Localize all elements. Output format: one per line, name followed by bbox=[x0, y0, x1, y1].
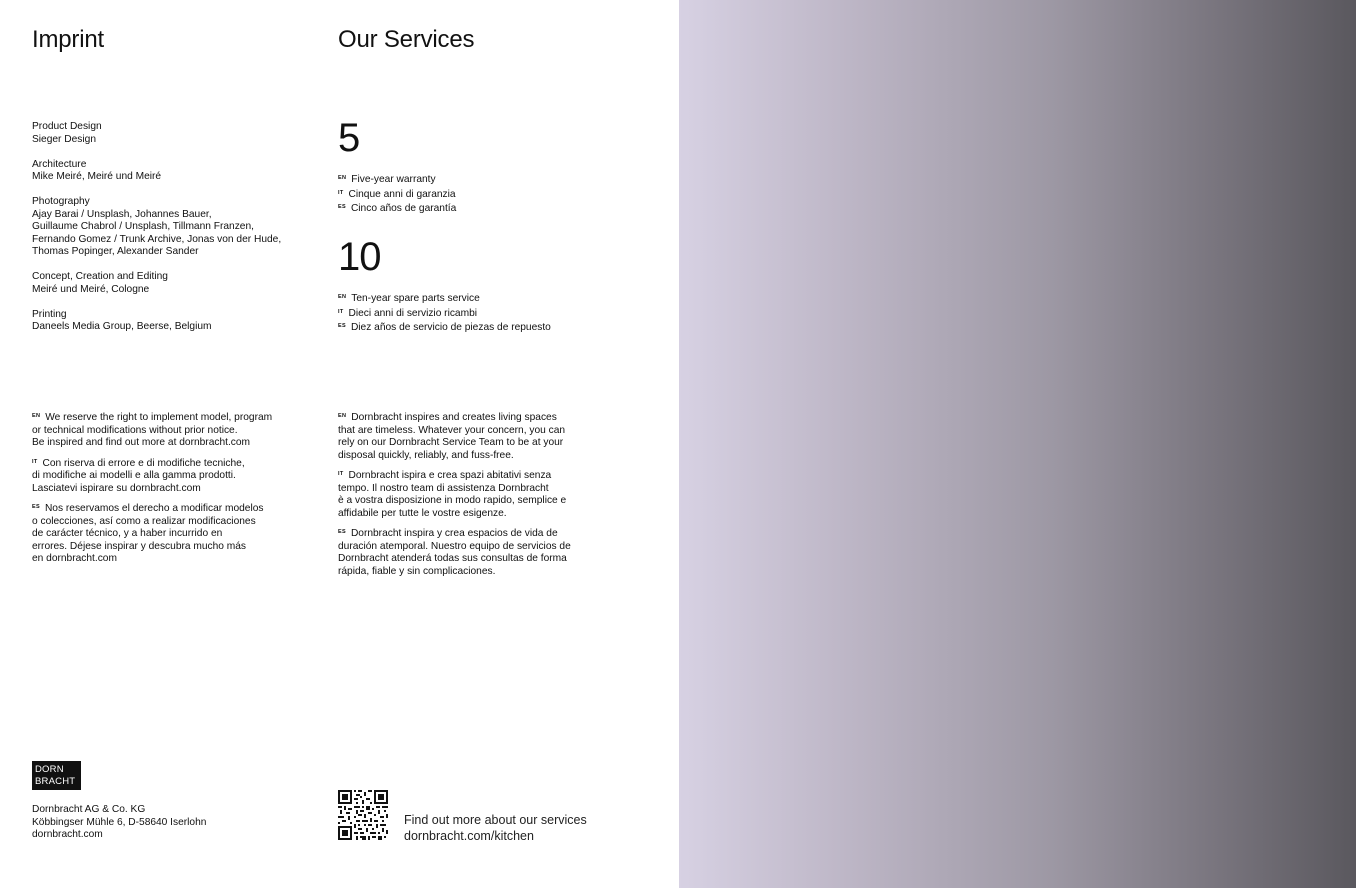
about-line: rely on our Dornbracht Service Team to be at your bbox=[338, 437, 564, 448]
credit-line: Mike Meiré, Meiré und Meiré bbox=[32, 171, 162, 182]
disclaimer-es bbox=[32, 501, 302, 566]
about-line: affidabile per tutte le vostre esigenze. bbox=[338, 507, 507, 519]
company-address bbox=[32, 804, 206, 842]
about-line: Dornbracht inspira y crea espacios de vida de bbox=[350, 528, 558, 539]
service-number: 5 bbox=[338, 116, 360, 160]
credit-role: Product Design bbox=[32, 121, 102, 132]
service-text: Diez años de servicio de piezas de repuesto bbox=[350, 322, 551, 333]
credit-line: Sieger Design bbox=[32, 133, 96, 145]
language-tag: ES bbox=[338, 204, 346, 210]
services-link[interactable] bbox=[404, 812, 587, 844]
gradient-panel bbox=[679, 0, 1356, 888]
about-line: rápida, fiable y sin complicaciones. bbox=[338, 565, 496, 577]
service-text: Dieci anni di servizio ricambi bbox=[348, 307, 478, 319]
disclaimer-line: or technical modifications without prior notice. bbox=[32, 424, 238, 436]
about-es bbox=[338, 526, 598, 578]
disclaimer-line: Lasciatevi ispirare su dornbracht.com bbox=[32, 482, 201, 494]
service-spare-parts bbox=[338, 237, 551, 335]
disclaimer-en bbox=[32, 410, 302, 450]
credit-group bbox=[32, 196, 302, 259]
language-tag: EN bbox=[32, 413, 41, 419]
language-tag: IT bbox=[32, 458, 38, 465]
services-title: Our Services bbox=[338, 26, 475, 53]
language-tag: ES bbox=[338, 323, 346, 329]
about-line: è a vostra disposizione in modo rapido, semplice e bbox=[338, 495, 567, 506]
service-text: Cinco años de garantía bbox=[350, 203, 457, 214]
credit-group bbox=[32, 121, 302, 146]
about-line: that are timeless. Whatever your concern, you can bbox=[338, 424, 566, 436]
language-tag: EN bbox=[338, 175, 347, 181]
service-description bbox=[338, 410, 598, 584]
disclaimer-line: o colecciones, así como a realizar modificaciones bbox=[32, 515, 256, 527]
credit-line: Thomas Popinger, Alexander Sander bbox=[32, 246, 199, 257]
address-line: dornbracht.com bbox=[32, 829, 103, 840]
logo-text: BRACHT bbox=[35, 776, 76, 787]
disclaimer-line: We reserve the right to implement model, program bbox=[45, 412, 273, 423]
about-line: Dornbracht ispira e crea spazi abitativi senza bbox=[348, 470, 552, 481]
services-url[interactable]: dornbracht.com/kitchen bbox=[404, 829, 534, 843]
disclaimer-line: errores. Déjese inspirar y descubra mucho más bbox=[32, 540, 247, 552]
credit-role: Concept, Creation and Editing bbox=[32, 271, 168, 282]
credit-line: Fernando Gomez / Trunk Archive, Jonas von der Hude, bbox=[32, 233, 282, 245]
disclaimer-line: Con riserva di errore e di modifiche tecniche, bbox=[42, 457, 245, 469]
credit-role: Photography bbox=[32, 196, 90, 207]
disclaimer-line: de carácter técnico, y a haber incurrido en bbox=[32, 528, 223, 539]
language-tag: ES bbox=[338, 529, 346, 535]
language-tag: ES bbox=[32, 504, 40, 510]
logo-text: DORN bbox=[35, 764, 64, 775]
disclaimer-it bbox=[32, 456, 302, 496]
language-tag: IT bbox=[338, 189, 344, 196]
service-number: 10 bbox=[338, 235, 381, 279]
address-line: Dornbracht AG & Co. KG bbox=[32, 804, 146, 815]
credit-line: Daneels Media Group, Beerse, Belgium bbox=[32, 321, 212, 332]
disclaimer-line: Be inspired and find out more at dornbracht.com bbox=[32, 437, 251, 448]
credits-list bbox=[32, 121, 302, 346]
about-en bbox=[338, 410, 598, 462]
language-tag: EN bbox=[338, 294, 347, 300]
dornbracht-logo bbox=[32, 761, 81, 790]
about-line: tempo. Il nostro team di assistenza Dornbracht bbox=[338, 482, 549, 494]
language-tag: EN bbox=[338, 413, 347, 419]
credit-role: Architecture bbox=[32, 158, 87, 170]
credit-line: Ajay Barai / Unsplash, Johannes Bauer, bbox=[32, 208, 212, 220]
disclaimer-line: Nos reservamos el derecho a modificar modelos bbox=[44, 503, 264, 514]
disclaimer-line: di modifiche ai modelli e alla gamma prodotti. bbox=[32, 470, 236, 481]
about-it bbox=[338, 468, 598, 520]
credit-group bbox=[32, 309, 302, 334]
find-more-text: Find out more about our services bbox=[404, 813, 587, 827]
about-line: duración atemporal. Nuestro equipo de servicios de bbox=[338, 540, 571, 552]
credit-group bbox=[32, 271, 302, 296]
qr-code-icon[interactable] bbox=[338, 790, 388, 840]
credit-line: Guillaume Chabrol / Unsplash, Tillmann Franzen, bbox=[32, 221, 254, 232]
credit-line: Meiré und Meiré, Cologne bbox=[32, 283, 150, 295]
about-line: Dornbracht atenderá todas sus consultas de forma bbox=[338, 553, 567, 564]
disclaimer-line: en dornbracht.com bbox=[32, 553, 117, 564]
language-tag: IT bbox=[338, 471, 344, 477]
service-warranty bbox=[338, 118, 456, 216]
about-line: Dornbracht inspires and creates living spaces bbox=[351, 412, 557, 423]
about-line: disposal quickly, reliably, and fuss-free. bbox=[338, 449, 514, 461]
language-tag: IT bbox=[338, 308, 344, 315]
service-text: Five-year warranty bbox=[351, 174, 436, 185]
address-line: Köbbingser Mühle 6, D-58640 Iserlohn bbox=[32, 816, 207, 828]
credit-role: Printing bbox=[32, 308, 67, 320]
service-text: Cinque anni di garanzia bbox=[348, 188, 456, 200]
disclaimer bbox=[32, 410, 302, 572]
credit-group bbox=[32, 159, 302, 184]
service-text: Ten-year spare parts service bbox=[351, 293, 480, 304]
imprint-title: Imprint bbox=[32, 26, 104, 53]
